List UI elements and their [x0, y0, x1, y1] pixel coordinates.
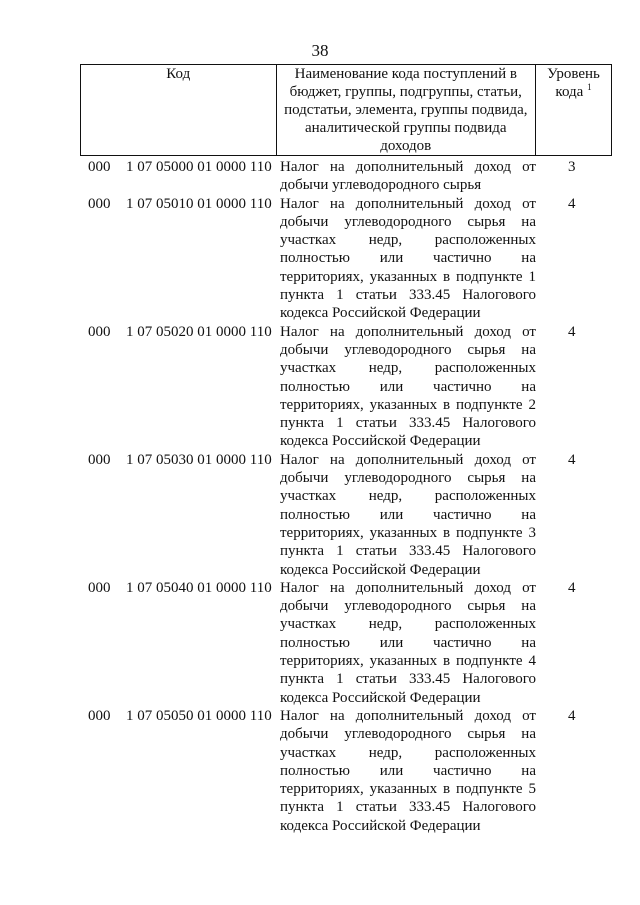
- code-level: 4: [568, 451, 576, 468]
- description-line: добычи углеводородного сырья на: [280, 598, 536, 615]
- description-line: участках недр, расположенных: [280, 232, 536, 249]
- admin-code: 000: [88, 451, 111, 468]
- description-line: добычи углеводородного сырья на: [280, 341, 536, 358]
- code-level: 3: [568, 159, 576, 175]
- table-row: [80, 707, 612, 835]
- description-line: Налог на дополнительный доход от: [280, 579, 536, 596]
- description-line: полностью или частично на: [280, 250, 536, 267]
- code-level: 4: [568, 323, 576, 340]
- table-row: [80, 158, 612, 195]
- income-code: 1 07 05030 01 0000 110: [126, 451, 272, 468]
- header-level-label: кода: [555, 84, 584, 100]
- footnote-marker: 1: [587, 82, 592, 92]
- income-description: [280, 158, 536, 195]
- income-code: 1 07 05000 01 0000 110: [126, 159, 272, 175]
- admin-code: 000: [88, 159, 111, 175]
- description-line: полностью или частично на: [280, 506, 536, 523]
- description-line: участках недр, расположенных: [280, 616, 536, 633]
- page-number: 38: [311, 41, 329, 60]
- description-line: территориях, указанных в подпункте 2: [280, 396, 536, 413]
- description-line: территориях, указанных в подпункте 3: [280, 524, 536, 541]
- description-line: Налог на дополнительный доход от: [280, 323, 536, 340]
- header-name-line: подстатьи, элемента, группы подвида,: [284, 102, 528, 118]
- description-line: пункта 1 статьи 333.45 Налогового: [280, 671, 536, 688]
- table-row: [80, 195, 612, 323]
- header-name-line: бюджет, группы, подгруппы, статьи,: [289, 84, 522, 100]
- header-level-cell: [535, 65, 611, 156]
- table-body: [80, 158, 612, 835]
- income-description: [280, 707, 536, 835]
- income-code: 1 07 05010 01 0000 110: [126, 195, 272, 212]
- income-code: 1 07 05020 01 0000 110: [126, 323, 272, 340]
- admin-code: 000: [88, 707, 111, 724]
- description-line: кодекса Российской Федерации: [280, 561, 481, 578]
- header-name-cell: [276, 65, 535, 156]
- description-line: участках недр, расположенных: [280, 360, 536, 377]
- description-line: кодекса Российской Федерации: [280, 433, 481, 450]
- header-table: [80, 64, 612, 156]
- income-description: [280, 323, 536, 451]
- description-line: Налог на дополнительный доход от: [280, 451, 536, 468]
- description-line: добычи углеводородного сырья: [280, 177, 482, 194]
- income-code: 1 07 05050 01 0000 110: [126, 707, 272, 724]
- description-line: Налог на дополнительный доход от: [280, 195, 536, 212]
- header-level-line2: [538, 83, 609, 101]
- admin-code: 000: [88, 323, 111, 340]
- header-row: [81, 65, 612, 156]
- income-description: [280, 579, 536, 707]
- description-line: территориях, указанных в подпункте 4: [280, 653, 536, 670]
- description-line: добычи углеводородного сырья на: [280, 726, 536, 743]
- description-line: пункта 1 статьи 333.45 Налогового: [280, 287, 536, 304]
- header-level-line1: Уровень: [547, 66, 600, 82]
- description-line: Налог на дополнительный доход от: [280, 159, 536, 175]
- description-line: территориях, указанных в подпункте 5: [280, 781, 536, 798]
- code-level: 4: [568, 707, 576, 724]
- header-code-cell: [81, 65, 277, 156]
- table-row: [80, 579, 612, 707]
- description-line: полностью или частично на: [280, 762, 536, 779]
- income-code: 1 07 05040 01 0000 110: [126, 579, 272, 596]
- table-row: [80, 323, 612, 451]
- income-description: [280, 451, 536, 579]
- description-line: территориях, указанных в подпункте 1: [280, 268, 536, 285]
- code-level: 4: [568, 579, 576, 596]
- description-line: участках недр, расположенных: [280, 744, 536, 761]
- description-line: кодекса Российской Федерации: [280, 305, 481, 322]
- description-line: полностью или частично на: [280, 378, 536, 395]
- description-line: кодекса Российской Федерации: [280, 689, 481, 706]
- admin-code: 000: [88, 579, 111, 596]
- description-line: добычи углеводородного сырья на: [280, 213, 536, 230]
- description-line: пункта 1 статьи 333.45 Налогового: [280, 415, 536, 432]
- description-line: добычи углеводородного сырья на: [280, 470, 536, 487]
- description-line: кодекса Российской Федерации: [280, 817, 481, 834]
- header-name-line: Наименование кода поступлений в: [294, 66, 517, 82]
- description-line: пункта 1 статьи 333.45 Налогового: [280, 543, 536, 560]
- description-line: полностью или частично на: [280, 634, 536, 651]
- description-line: пункта 1 статьи 333.45 Налогового: [280, 799, 536, 816]
- header-name-line: аналитической группы подвида доходов: [304, 120, 507, 154]
- table-row: [80, 451, 612, 579]
- income-description: [280, 195, 536, 323]
- description-line: участках недр, расположенных: [280, 488, 536, 505]
- description-line: Налог на дополнительный доход от: [280, 707, 536, 724]
- code-level: 4: [568, 195, 576, 212]
- admin-code: 000: [88, 195, 111, 212]
- header-code-label: Код: [166, 66, 191, 82]
